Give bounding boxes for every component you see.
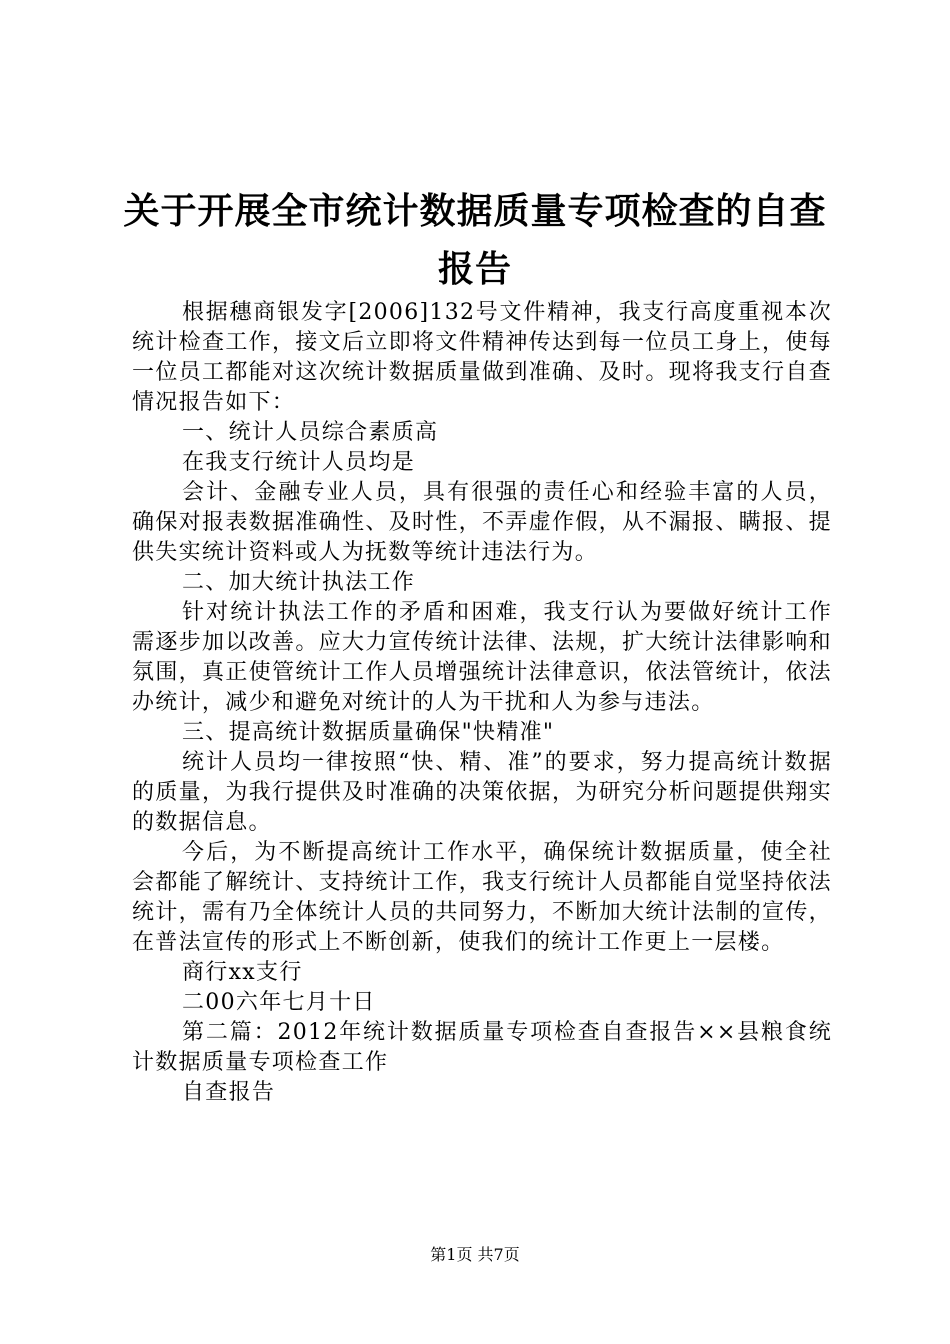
document-body bbox=[132, 298, 832, 1108]
paragraph: 在我支行统计人员均是 bbox=[182, 450, 416, 475]
paragraph: 统计人员均一律按照“快、精、准”的要求，努力提高统计数据的质量，为我行提供及时准确的决策依据，为研究分析问题提供翔实的数据信息。 bbox=[132, 750, 832, 835]
paragraph: 第二篇：2012年统计数据质量专项检查自查报告××县粮食统计数据质量专项检查工作 bbox=[132, 1020, 832, 1075]
paragraph: 今后，为不断提高统计工作水平，确保统计数据质量，使全社会都能了解统计、支持统计工作，我支行统计人员都能自觉坚持依法统计，需有乃全体统计人员的共同努力，不断加大统计法制的宣传，在普法宣传的形式上不断创新，使我们的统计工作更上一层楼。 bbox=[132, 840, 832, 955]
page-footer: 第1页 共7页 bbox=[430, 1245, 520, 1264]
signature-org: 商行xx支行 bbox=[182, 960, 303, 985]
document-title: 关于开展全市统计数据质量专项检查的自查报告 bbox=[123, 190, 827, 290]
section-heading-2: 二、加大统计执法工作 bbox=[182, 570, 416, 595]
section-heading-1: 一、统计人员综合素质高 bbox=[182, 420, 439, 445]
paragraph: 会计、金融专业人员，具有很强的责任心和经验丰富的人员，确保对报表数据准确性、及时性，不弄虚作假，从不漏报、瞒报、提供失实统计资料或人为抚数等统计违法行为。 bbox=[132, 480, 832, 565]
paragraph: 自查报告 bbox=[182, 1080, 276, 1105]
paragraph-intro: 根据穗商银发字[2006]132号文件精神，我支行高度重视本次统计检查工作，接文后立即将文件精神传达到每一位员工身上，使每一位员工都能对这次统计数据质量做到准确、及时。现将我支行自查情况报告如下： bbox=[132, 300, 832, 415]
paragraph: 针对统计执法工作的矛盾和困难，我支行认为要做好统计工作需逐步加以改善。应大力宣传统计法律、法规，扩大统计法律影响和氛围，真正使管统计工作人员增强统计法律意识，依法管统计，依法办统计，减少和避免对统计的人为干扰和人为参与违法。 bbox=[132, 600, 832, 715]
signature-date: 二00六年七月十日 bbox=[182, 990, 376, 1015]
section-heading-3: 三、提高统计数据质量确保"快精准" bbox=[182, 720, 555, 745]
